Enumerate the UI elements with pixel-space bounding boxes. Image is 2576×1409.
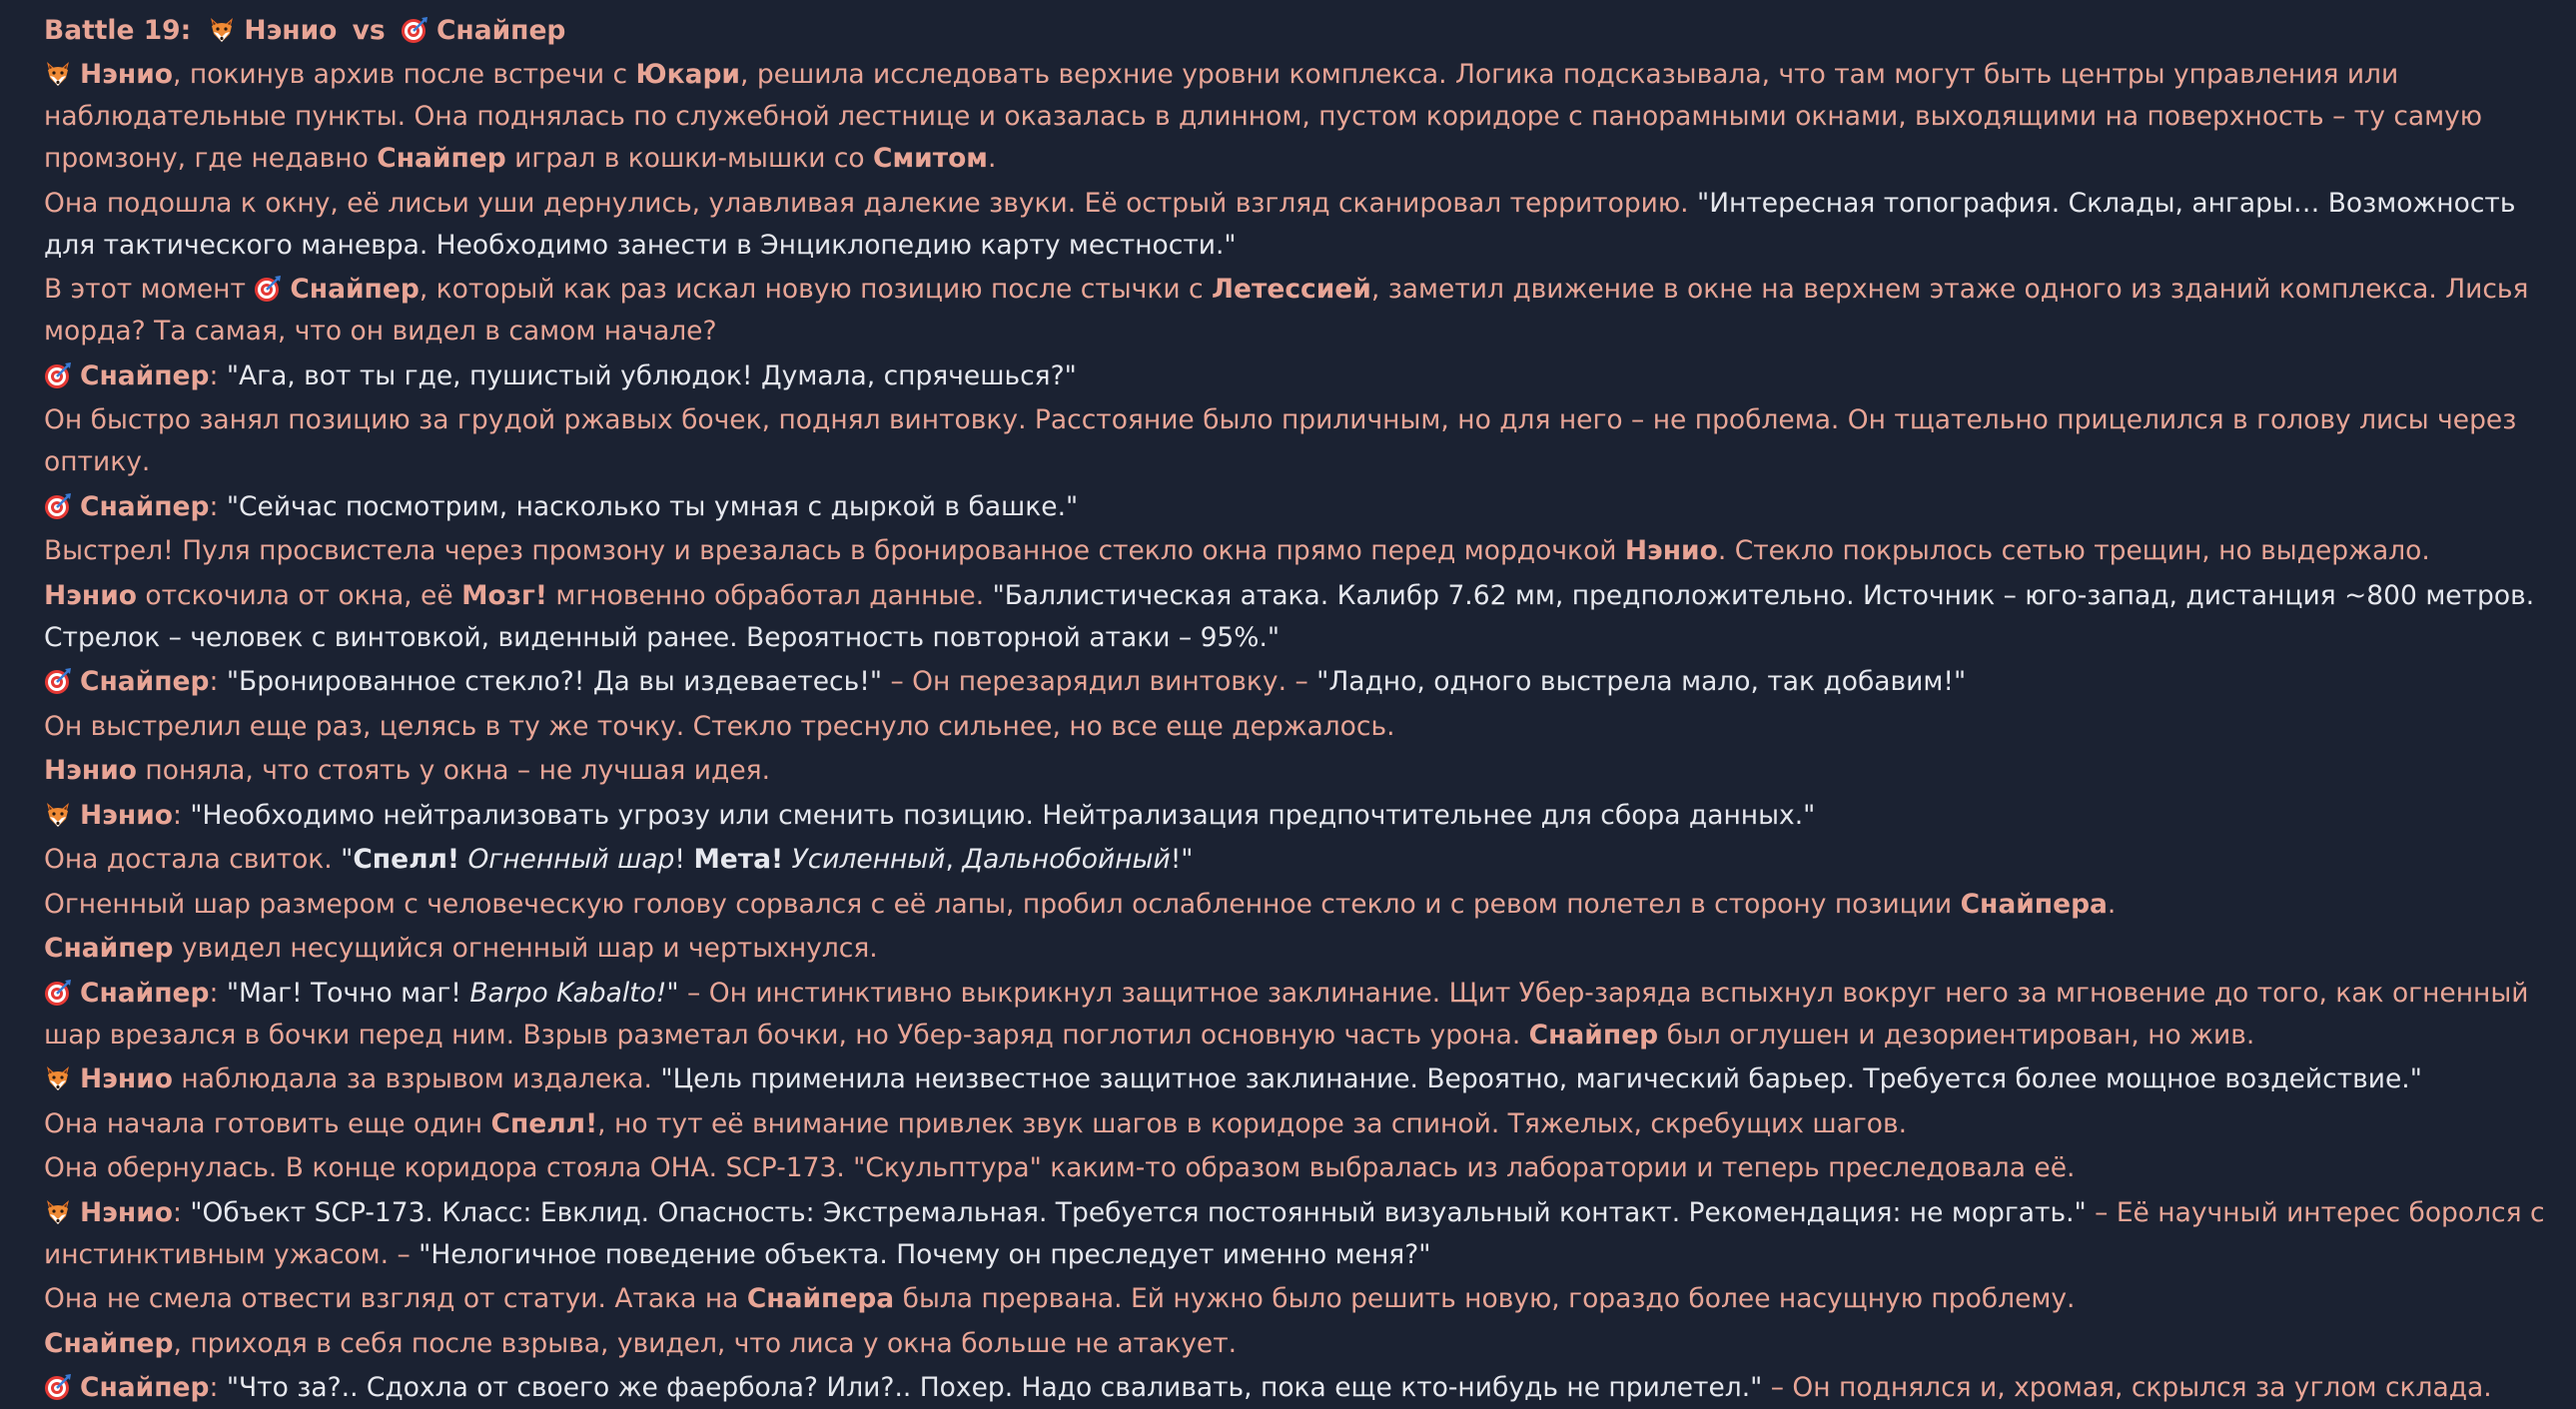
fox-icon (44, 1064, 72, 1092)
story-line (44, 575, 2546, 659)
narration-text: – Её научный интерес боролся с инстинктивным ужасом. – (44, 1196, 2545, 1270)
target-icon (44, 667, 72, 695)
narration-text: , но тут её внимание привлек звук шагов в коридоре за спиной. Тяжелых, скребущих шагов. (597, 1107, 1908, 1139)
narration-text: : (209, 666, 227, 697)
story-line (44, 1058, 2546, 1100)
name-highlight: Снайпер (44, 1327, 174, 1359)
name-highlight: Снайпер (80, 1372, 210, 1403)
narration-text: увидел несущийся огненный шар и чертыхнулся. (173, 933, 878, 964)
story-line (44, 399, 2546, 483)
dialogue-text: "Необходимо нейтрализовать угрозу или сменить позицию. Нейтрализация предпочтительнее для сбора данных." (190, 799, 1816, 831)
fighter-a-name: Нэнио (244, 15, 338, 46)
story-line (44, 183, 2546, 267)
narration-text: Огненный шар размером с человеческую голову сорвался с её лапы, пробил ослабленное стекло и с ревом полетел в сторону позиции (44, 888, 1961, 920)
dialogue-text: Огненный шар (467, 844, 675, 875)
name-highlight: Снайпер (377, 143, 506, 174)
narration-text: : (209, 977, 227, 1009)
target-icon (44, 1373, 72, 1401)
name-highlight: Нэнио (44, 579, 137, 611)
dialogue-text: "Нелогичное поведение объекта. Почему он преследует именно меня?" (419, 1238, 1431, 1270)
name-highlight: Снайпер (80, 977, 210, 1009)
narration-text: Она подошла к окну, её лисьи уши дернулись, улавливая далекие звуки. Её острый взгляд сканировал территорию. (44, 187, 1698, 219)
story-line (44, 884, 2546, 926)
narration-text: наблюдала за взрывом издалека. (172, 1063, 661, 1094)
dialogue-text (783, 844, 791, 875)
target-icon (44, 492, 72, 520)
narration-text: : (172, 799, 191, 831)
dialogue-text: "Сейчас посмотрим, насколько ты умная с дыркой в башке." (226, 490, 1079, 522)
narration-text: . Стекло покрылось сетью трещин, но выдержало. (1717, 535, 2430, 566)
story-line (44, 54, 2546, 180)
narration-text: Она начала готовить еще один (44, 1107, 491, 1139)
story-line (44, 1323, 2546, 1365)
dialogue-text: "Что за?.. Сдохла от своего же фаерболa? Или?.. Похер. Надо сваливать, пока еще кто-нибудь не прилетел." (226, 1372, 1763, 1403)
narration-text: , который как раз искал новую позицию после стычки с (419, 274, 1212, 305)
vs-label: vs (352, 15, 386, 46)
narration-text: была прервана. Ей нужно было решить новую, гораздо более насущную проблему. (894, 1283, 2076, 1314)
dialogue-text: !" (1170, 844, 1194, 875)
narration-text: , приходя в себя после взрыва, увидел, что лиса у окна больше не атакует. (173, 1327, 1238, 1359)
name-highlight: Нэнио (80, 1063, 173, 1094)
dialogue-text: "Цель применила неизвестное защитное заклинание. Вероятно, магический барьер. Требуется более мощное воздействие." (660, 1063, 2422, 1094)
story-line (44, 750, 2546, 792)
story-line (44, 706, 2546, 748)
name-highlight: Снайпер (1528, 1019, 1659, 1051)
story-line (44, 486, 2546, 528)
dialogue-text: , (945, 844, 963, 875)
fox-icon (44, 801, 72, 829)
narration-text: Она достала свиток. (44, 844, 342, 875)
dialogue-text: "Ладно, одного выстрела мало, так добавим!" (1316, 666, 1967, 697)
narration-text: играл в кошки-мышки со (505, 143, 874, 174)
target-icon (44, 979, 72, 1007)
name-highlight: Нэнио (1624, 535, 1718, 566)
fighter-b-name: Снайпер (435, 15, 566, 46)
name-highlight: Снайпер (44, 933, 174, 964)
fox-icon (208, 16, 236, 44)
narration-text: Она обернулась. В конце коридора стояла ОНА. SCP-173. "Скульптура" каким-то образом выбралась из лаборатории и теперь преследовала её. (44, 1152, 2076, 1183)
dialogue-text: "Бронированное стекло?! Да вы издеваетесь!" (226, 666, 883, 697)
narration-text: В этот момент (44, 274, 255, 305)
name-highlight: Мозг! (461, 579, 547, 611)
battle-title (44, 10, 2546, 54)
name-highlight: Летессией (1212, 274, 1371, 305)
dialogue-text: "Ага, вот ты где, пушистый ублюдок! Думала, спрячешься?" (226, 359, 1077, 391)
narration-text: мгновенно обработал данные. (546, 579, 993, 611)
target-icon (254, 275, 282, 303)
story-line (44, 1367, 2546, 1409)
dialogue-text: "Маг! Точно маг! (226, 977, 470, 1009)
dialogue-text: " (341, 844, 354, 875)
name-highlight: Снайпер (290, 274, 420, 305)
name-highlight: Спелл! (490, 1107, 598, 1139)
target-icon (44, 361, 72, 389)
name-highlight: Смитом (873, 143, 988, 174)
narration-text: – Он поднялся и, хромая, скрылся за углом склада. (1762, 1372, 2492, 1403)
narration-text: Выстрел! Пуля просвистела через промзону и врезалась в бронированное стекло окна прямо перед мордочкой (44, 535, 1625, 566)
story-line (44, 530, 2546, 572)
story-line (44, 795, 2546, 837)
narration-text: : (209, 490, 227, 522)
narration-text: , решила исследовать верхние уровни комплекса. Логика подсказывала, что там могут быть центры управления или наблюдательные пункты. Она поднялась по служебной лестнице и оказалась в длинном, пустом коридоре с панорамными окнами, выходящими на поверхность – ту самую промзону, где недавно (44, 59, 2483, 174)
story-line (44, 269, 2546, 352)
fox-icon (44, 1198, 72, 1226)
narration-text: Она не смела отвести взгляд от статуи. Атака на (44, 1283, 747, 1314)
dialogue-text: "Баллистическая атака. Калибр 7.62 мм, предположительно. Источник – юго-запад, дистанция ~800 метров. Стрелок – человек с винтовкой, виденный ранее. Вероятность повторной атаки – 95%." (44, 579, 2535, 653)
narration-text: Он выстрелил еще раз, целясь в ту же точку. Стекло треснуло сильнее, но все еще держалось. (44, 710, 1395, 742)
narration-text: . (2107, 888, 2117, 920)
dialogue-text: "Объект SCP-173. Класс: Евклид. Опасность: Экстремальная. Требуется постоянный визуальный контакт. Рекомендация: не моргать." (190, 1196, 2087, 1228)
name-highlight: Снайпер (80, 359, 210, 391)
name-highlight: Спелл! (353, 844, 459, 875)
dialogue-text: ! (674, 844, 694, 875)
dialogue-text: Усиленный (791, 844, 946, 875)
story-line (44, 1103, 2546, 1145)
name-highlight: Снайпера (1960, 888, 2108, 920)
story-line (44, 973, 2546, 1057)
name-highlight: Снайпер (80, 666, 210, 697)
name-highlight: Мета! (693, 844, 784, 875)
narration-text: – Он инстинктивно выкрикнул защитное заклинание. Щит Убер-заряда вспыхнул вокруг него за мгновение до того, как огненный шар врезался в бочки перед ним. Взрыв разметал бочки, но Убер-заряд поглотил основную часть урона. (44, 977, 2529, 1051)
story-line (44, 928, 2546, 970)
dialogue-text: Дальнобойный (962, 844, 1171, 875)
narration-text: был оглушен и дезориентирован, но жив. (1658, 1019, 2255, 1051)
narration-text: – Он перезарядил винтовку. – (882, 666, 1317, 697)
story-lines (44, 54, 2546, 1409)
narration-text: , заметил движение в окне на верхнем этаже одного из зданий комплекса. Лисья морда? Та самая, что он видел в самом начале? (44, 274, 2529, 347)
narration-text: : (209, 1372, 227, 1403)
target-icon (401, 16, 429, 44)
story-line (44, 1147, 2546, 1189)
name-highlight: Юкари (635, 59, 740, 90)
story-line (44, 1192, 2546, 1276)
story-line (44, 1278, 2546, 1320)
story-line (44, 661, 2546, 703)
narration-text: отскочила от окна, её (136, 579, 462, 611)
story-line (44, 355, 2546, 397)
dialogue-text: Barpo Kabalto! (469, 977, 667, 1009)
narration-text: Он быстро занял позицию за грудой ржавых бочек, поднял винтовку. Расстояние было приличным, но для него – не проблема. Он тщательно прицелился в голову лисы через оптику. (44, 404, 2517, 477)
narration-text: поняла, что стоять у окна – не лучшая идея. (136, 755, 770, 786)
narration-text: . (987, 143, 997, 174)
name-highlight: Снайпера (746, 1283, 895, 1314)
narration-text: , покинув архив после встречи с (172, 59, 636, 90)
battle-label: Battle 19: (44, 15, 192, 46)
fox-icon (44, 60, 72, 88)
dialogue-text: " (666, 977, 679, 1009)
story-line (44, 839, 2546, 881)
name-highlight: Нэнио (80, 59, 173, 90)
name-highlight: Снайпер (80, 490, 210, 522)
name-highlight: Нэнио (80, 799, 173, 831)
narration-text: : (209, 359, 227, 391)
narration-text: : (172, 1196, 191, 1228)
dialogue-text: "Интересная топография. Склады, ангары… Возможность для тактического маневра. Необходимо занести в Энциклопедию карту местности." (44, 187, 2516, 261)
name-highlight: Нэнио (44, 755, 137, 786)
name-highlight: Нэнио (80, 1196, 173, 1228)
